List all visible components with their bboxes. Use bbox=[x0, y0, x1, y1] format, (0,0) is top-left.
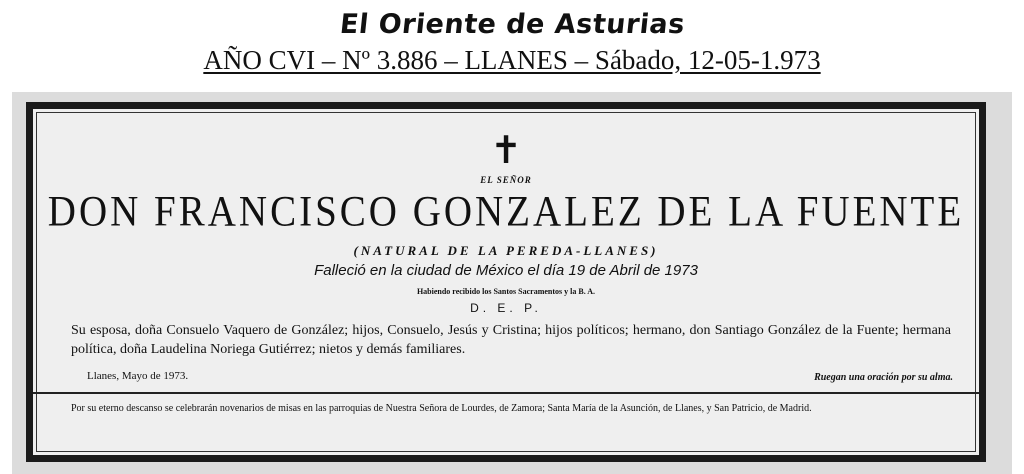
masthead bbox=[0, 8, 1024, 76]
sacraments-line: Habiendo recibido los Santos Sacramentos y la B. A. bbox=[416, 287, 596, 296]
place-date: Llanes, Mayo de 1973. bbox=[87, 370, 189, 382]
obituary-notice bbox=[26, 102, 986, 462]
issue-line: AÑO CVI – Nº 3.886 – LLANES – Sábado, 12-05-1.973 bbox=[203, 45, 821, 75]
prayer-request: Ruegan una oración por su alma. bbox=[814, 372, 953, 383]
cross-icon: ✝ bbox=[490, 128, 522, 172]
rip-line: D. E. P. bbox=[470, 301, 542, 315]
honorific: EL SEÑOR bbox=[480, 175, 532, 185]
death-line: Falleció en la ciudad de México el día 19 de Abril de 1973 bbox=[314, 262, 698, 279]
newspaper-clipping bbox=[12, 92, 1012, 474]
deceased-name: DON FRANCISCO GONZALEZ DE LA FUENTE bbox=[47, 187, 965, 236]
family-paragraph: Su esposa, doña Consuelo Vaquero de González; hijos, Consuelo, Jesús y Cristina; hijos políticos; hermano, don Santiago González de la Fuente; hermana política, doña Laudelina Noriega Gutiérrez; nietos y demás familiares. bbox=[71, 323, 951, 357]
divider bbox=[33, 392, 979, 394]
mass-announcement: Por su eterno descanso se celebrarán novenarios de misas en las parroquias de Nuestra Señora de Lourdes, de Zamora; Santa María de la Asunción, de Llanes, y San Patricio, de Madrid. bbox=[71, 403, 812, 414]
newspaper-name: El Oriente de Asturias bbox=[338, 9, 687, 40]
origin-line: (NATURAL DE LA PEREDA-LLANES) bbox=[353, 243, 659, 258]
